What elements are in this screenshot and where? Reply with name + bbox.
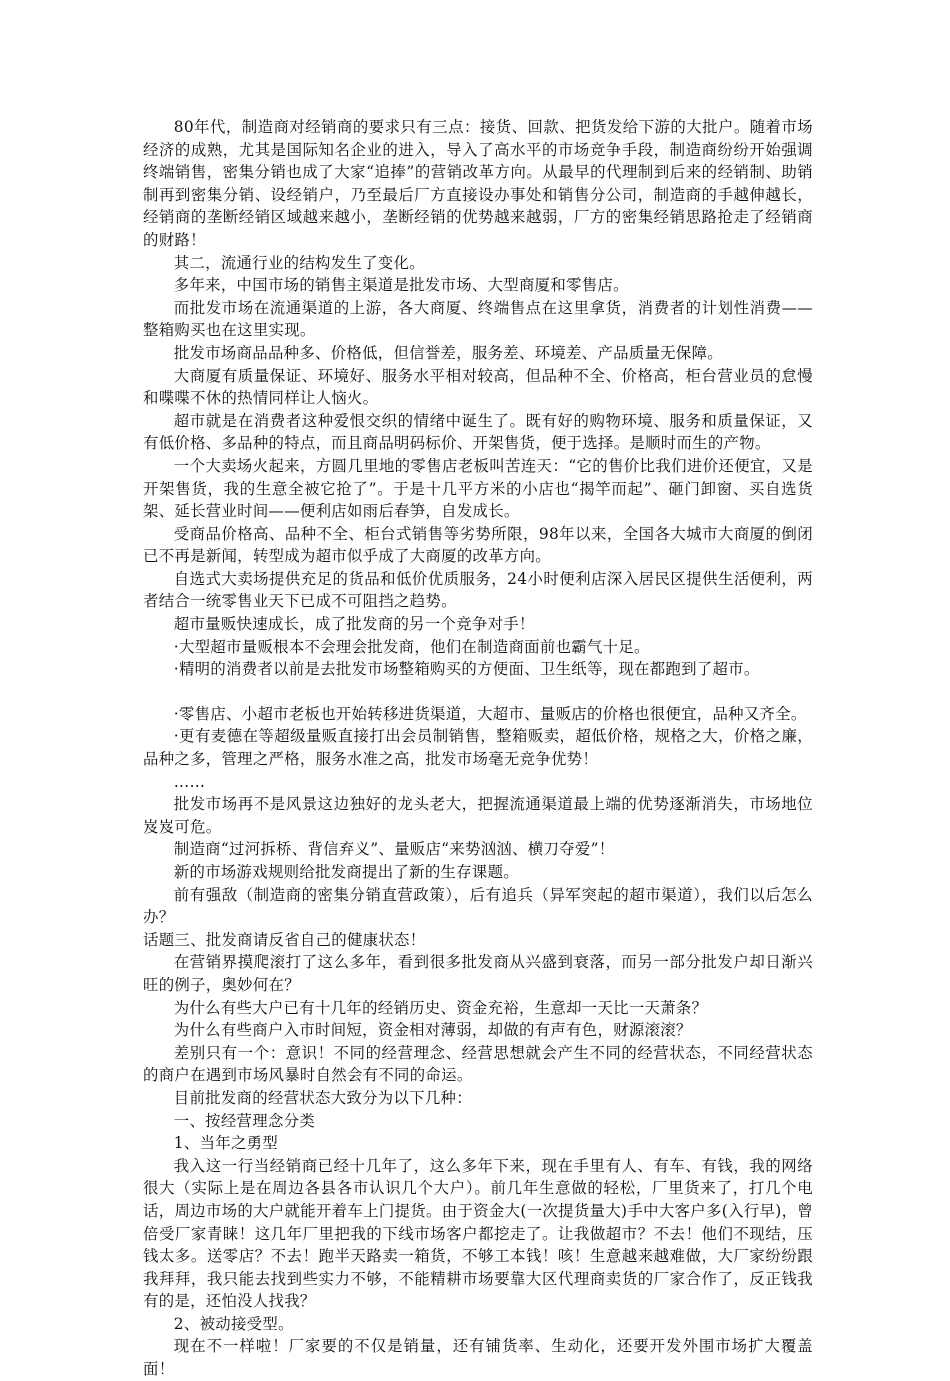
paragraph: 目前批发商的经营状态大致分为以下几种： — [173, 1088, 472, 1107]
paragraph: 在营销界摸爬滚打了这么多年，看到很多批发商从兴盛到衰落，而另一部分批发户却日渐兴旺的例子，奥妙何在？ — [143, 953, 813, 994]
paragraph: 受商品价格高、品种不全、柜台式销售等劣势所限，98年以来，全国各大城市大商厦的倒闭已不再是新闻，转型成为超市似乎成了大商厦的改革方向。 — [143, 524, 813, 566]
paragraph: 我入这一行当经销商已经十几年了，这么多年下来，现在手里有人、有车、有钱，我的网络很大（实际上是在周边各县各市认识几个大户）。前几年生意做的轻松，厂里货来了，打几个电话，周边市场的大户就能开着车上门提货。由于资金大(一次提货量大)手中大客户多(入行早)，曾倍受厂家青睐！这几年厂里把我的下线市场客户都挖走了。让我做超市？不去！他们不现结，压钱太多。送零店？不去！跑半天路卖一箱货，不够工本钱！咳！生意越来越难做，大厂家纷纷跟我拜拜，我只能去找到些实力不够，不能精耕市场要靠大区代理商卖货的厂家合作了，反正钱我有的是，还怕没人找我？ — [143, 1156, 813, 1311]
section-heading: 话题三、批发商请反省自己的健康状态！ — [143, 930, 426, 949]
paragraph: 多年来，中国市场的销售主渠道是批发市场、大型商厦和零售店。 — [173, 276, 629, 295]
paragraph: 差别只有一个：意识！不同的经营理念、经营思想就会产生不同的经营状态，不同经营状态的商户在遇到市场风暴时自然会有不同的命运。 — [143, 1043, 813, 1085]
bullet-item: ·精明的消费者以前是去批发市场整箱购买的方便面、卫生纸等，现在都跑到了超市。 — [173, 660, 760, 679]
paragraph: 其二，流通行业的结构发生了变化。 — [173, 253, 425, 272]
paragraph: 制造商“过河拆桥、背信弃义”、量贩店“来势汹汹、横刀夺爱”！ — [173, 840, 615, 859]
subheading: 1、当年之勇型 — [173, 1134, 279, 1153]
paragraph: 超市就是在消费者这种爱恨交织的情绪中诞生了。既有好的购物环境、服务和质量保证，又有低价格、多品种的特点，而且商品明码标价、开架售货，便于选择。是顺时而生的产物。 — [143, 411, 813, 453]
paragraph: 批发市场商品品种多、价格低，但信誉差，服务差、环境差、产品质量无保障。 — [173, 343, 723, 362]
paragraph-intro: 80年代，制造商对经销商的要求只有三点：接货、回款、把货发给下游的大批户。随着市场经济的成熟，尤其是国际知名企业的进入，导入了高水平的市场竞争手段，制造商纷纷开始强调终端销售，密集分销也成了大家“追捧”的营销改革方向。从最早的代理制到后来的经销制、助销制再到密集分销、设经销户，乃至最后厂方直接设办事处和销售分公司，制造商的手越伸越长，经销商的垄断经销区域越来越小，垄断经销的优势越来越弱，厂方的密集经销思路抢走了经销商的财路！ — [143, 118, 813, 249]
paragraph: 一个大卖场火起来，方圆几里地的零售店老板叫苦连天：“它的售价比我们进价还便宜，又是开架售货，我的生意全被它抢了”。于是十几平方米的小店也“揭竿而起”、砸门卸窗、买自选货架、延长营业时间——便利店如雨后春笋，自发成长。 — [143, 456, 813, 521]
subheading: 2、被动接受型。 — [173, 1314, 294, 1333]
paragraph: 为什么有些大户已有十几年的经销历史、资金充裕，生意却一天比一天萧条？ — [173, 998, 708, 1017]
paragraph: 现在不一样啦！厂家要的不仅是销量，还有铺货率、生动化，还要开发外围市场扩大覆盖面！ — [143, 1337, 813, 1379]
paragraph: 超市量贩快速成长，成了批发商的另一个竞争对手！ — [173, 615, 535, 634]
paragraph: 前有强敌（制造商的密集分销直营政策），后有追兵（异军突起的超市渠道），我们以后怎么办？ — [143, 885, 813, 927]
document-body — [143, 116, 813, 1381]
paragraph: 批发市场再不是风景这边独好的龙头老大，把握流通渠道最上端的优势逐渐消失，市场地位岌岌可危。 — [143, 795, 813, 836]
paragraph: 而批发市场在流通渠道的上游，各大商厦、终端售点在这里拿货，消费者的计划性消费——整箱购买也在这里实现。 — [143, 298, 813, 340]
bullet-item: ·零售店、小超市老板也开始转移进货渠道，大超市、量贩店的价格也很便宜，品种又齐全。 — [173, 704, 807, 723]
paragraph: 大商厦有质量保证、环境好、服务水平相对较高，但品种不全、价格高，柜台营业员的怠慢和喋喋不休的热情同样让人恼火。 — [143, 366, 813, 408]
bullet-item: ·更有麦德在等超级量贩直接打出会员制销售，整箱贩卖，超低价格，规格之大，价格之廉，品种之多，管理之严格，服务水准之高，批发市场毫无竞争优势！ — [143, 727, 813, 769]
paragraph: 新的市场游戏规则给批发商提出了新的生存课题。 — [173, 863, 519, 881]
paragraph: 为什么有些商户入市时间短，资金相对薄弱，却做的有声有色，财源滚滚？ — [173, 1021, 692, 1040]
paragraph: 自选式大卖场提供充足的货品和低价优质服务，24小时便利店深入居民区提供生活便利，两者结合一统零售业天下已成不可阻挡之趋势。 — [143, 569, 813, 611]
ellipsis-line: …… — [173, 772, 206, 791]
bullet-item: ·大型超市量贩根本不会理会批发商，他们在制造商面前也霸气十足。 — [173, 637, 650, 656]
subheading: 一、按经营理念分类 — [173, 1111, 316, 1130]
